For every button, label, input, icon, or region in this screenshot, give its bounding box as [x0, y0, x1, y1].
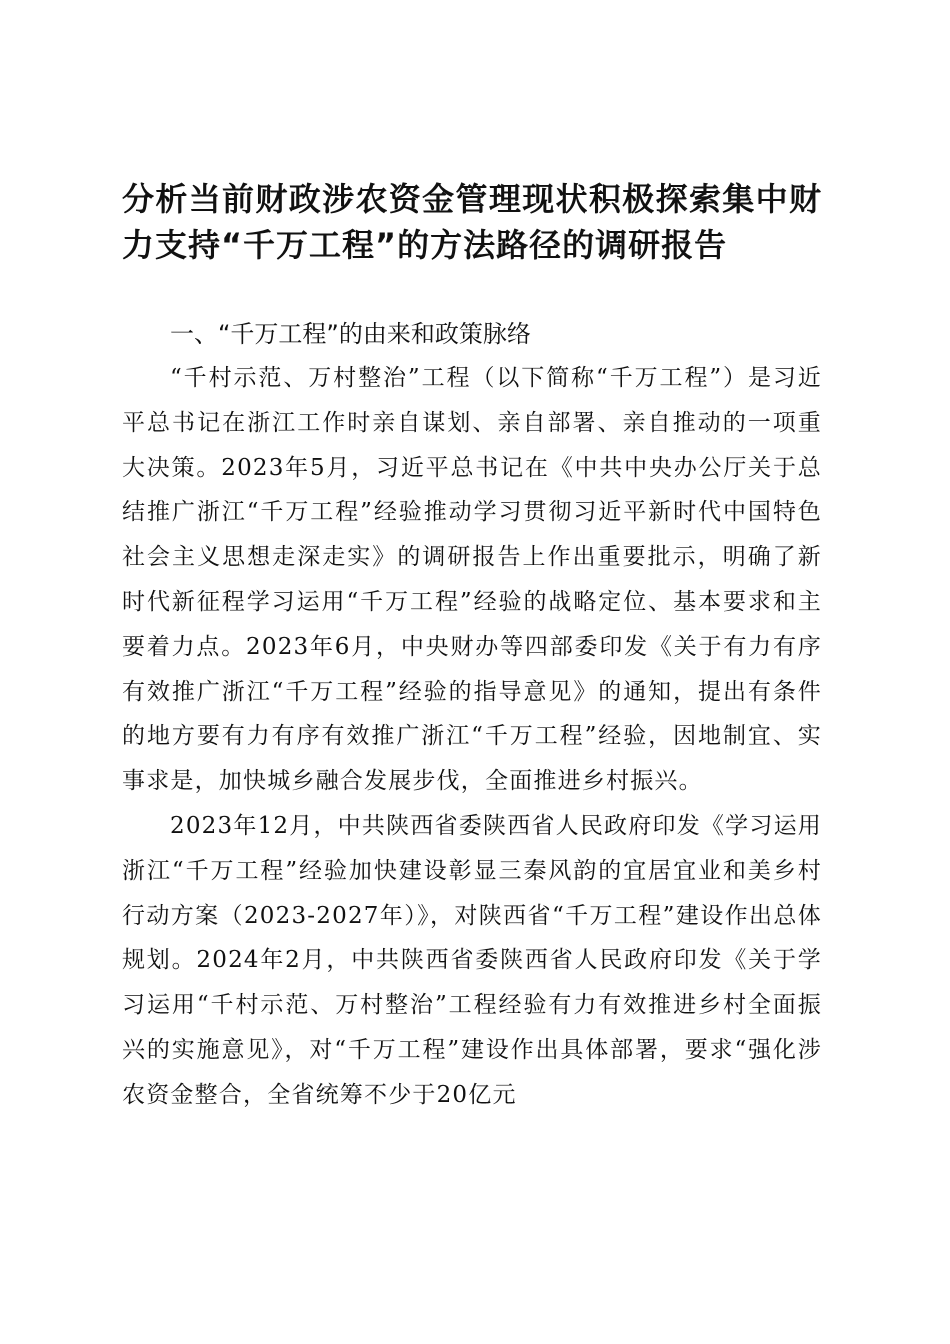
- document-body: [122, 176, 822, 1118]
- document-title: 分析当前财政涉农资金管理现状积极探索集中财力支持“千万工程”的方法路径的调研报告: [122, 180, 822, 264]
- section-heading-1: 一、“千万工程”的由来和政策脉络: [170, 320, 531, 348]
- paragraph-1: “千村示范、万村整治”工程（以下简称“千万工程”）是习近平总书记在浙江工作时亲自谋划、亲自部署、亲自推动的一项重大决策。2023年5月，习近平总书记在《中共中央办公厅关于总结推广浙江“千万工程”经验推动学习贯彻习近平新时代中国特色社会主义思想走深走实》的调研报告上作出重要批示，明确了新时代新征程学习运用“千万工程”经验的战略定位、基本要求和主要着力点。2023年6月，中央财办等四部委印发《关于有力有序有效推广浙江“千万工程”经验的指导意见》的通知，提出有条件的地方要有力有序有效推广浙江“千万工程”经验，因地制宜、实事求是，加快城乡融合发展步伐，全面推进乡村振兴。: [122, 365, 822, 795]
- paragraph-2: 2023年12月，中共陕西省委陕西省人民政府印发《学习运用浙江“千万工程”经验加快建设彰显三秦风韵的宜居宜业和美乡村行动方案（2023-2027年）》，对陕西省“千万工程”建设作出总体规划。2024年2月，中共陕西省委陕西省人民政府印发《关于学习运用“千村示范、万村整治”工程经验有力有效推进乡村全面振兴的实施意见》，对“千万工程”建设作出具体部署，要求“强化涉农资金整合，全省统筹不少于20亿元: [122, 812, 822, 1108]
